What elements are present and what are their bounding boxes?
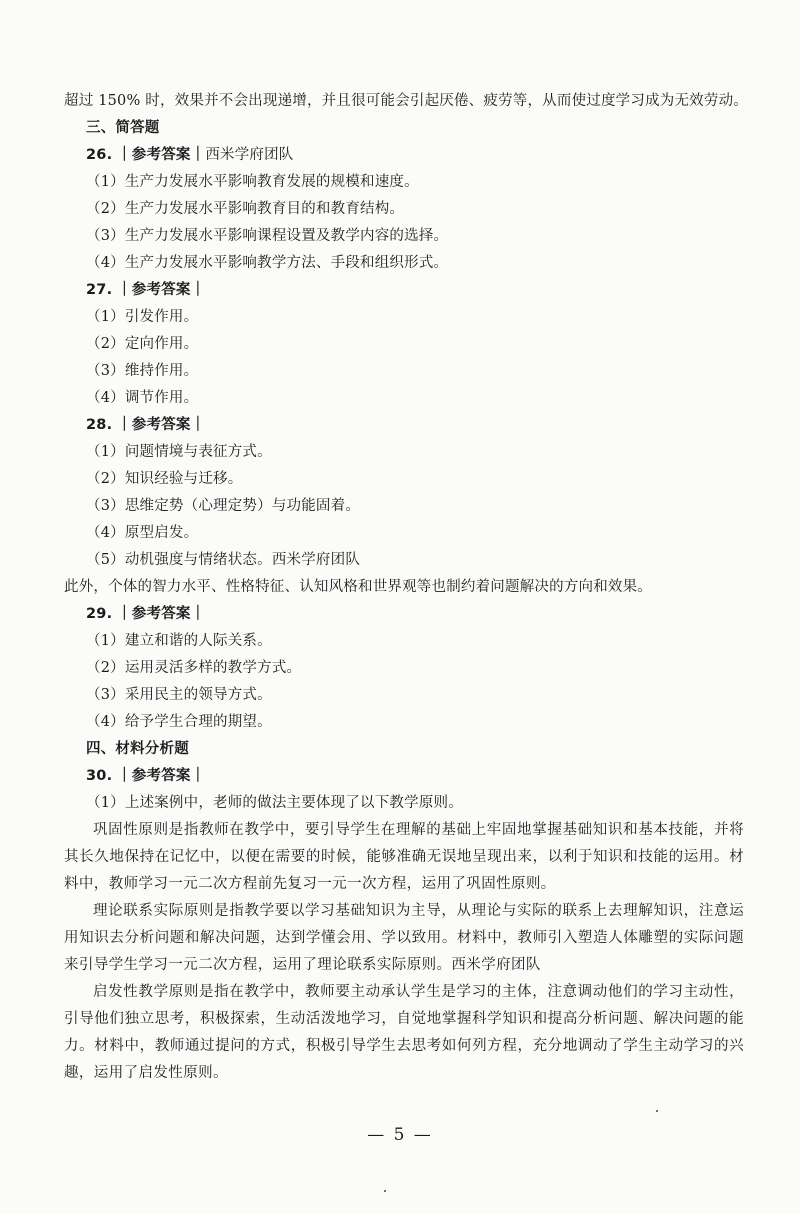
question-27-header	[64, 277, 744, 304]
answer-label: ｜参考答案｜	[117, 768, 206, 784]
list-item: （1）上述案例中，老师的做法主要体现了以下教学原则。	[86, 795, 463, 811]
section-title-material-analysis: 四、材料分析题	[86, 741, 189, 757]
section-title-short-answer: 三、简答题	[86, 120, 160, 136]
question-number: 26.	[86, 147, 113, 163]
list-item	[64, 547, 744, 574]
answer-label: ｜参考答案｜	[117, 282, 206, 298]
page-content	[64, 88, 748, 1087]
answer-label: ｜参考答案｜	[117, 606, 206, 622]
list-item: （4）给予学生合理的期望。	[86, 714, 272, 730]
list-item-text: （5）动机强度与情绪状态。	[86, 552, 272, 568]
list-item: （1）引发作用。	[86, 309, 199, 325]
scan-speck	[384, 1190, 386, 1192]
question-30-header	[64, 763, 744, 790]
question-number: 27.	[86, 282, 113, 298]
list-item: （4）原型启发。	[86, 525, 199, 541]
scan-speck	[656, 1110, 658, 1112]
question-29-header	[64, 601, 744, 628]
question-number: 30.	[86, 768, 113, 784]
list-item: （2）定向作用。	[86, 336, 199, 352]
list-item: （2）知识经验与迁移。	[86, 471, 243, 487]
paragraph-theory-practice	[64, 898, 744, 979]
paragraph-consolidation: 巩固性原则是指教师在教学中，要引导学生在理解的基础上牢固地掌握基础知识和基本技能，并将其长久地保持在记忆中，以便在需要的时候，能够准确无误地呈现出来，以利于知识和技能的运用。材料中，教师学习一元二次方程前先复习一元一次方程，运用了巩固性原则。	[64, 822, 744, 892]
list-item: （3）采用民主的领导方式。	[86, 687, 272, 703]
list-item: （1）问题情境与表征方式。	[86, 444, 272, 460]
answer-label: ｜参考答案｜	[117, 417, 206, 433]
question-number: 28.	[86, 417, 113, 433]
paragraph-heuristic: 启发性教学原则是指在教学中，教师要主动承认学生是学习的主体，注意调动他们的学习主动性，引导他们独立思考，积极探索，生动活泼地学习，自觉地掌握科学知识和提高分析问题、解决问题的能力。材料中，教师通过提问的方式，积极引导学生去思考如何列方程，充分地调动了学生主动学习的兴趣，运用了启发性原则。	[64, 984, 744, 1081]
page-number: — 5 —	[367, 1125, 433, 1145]
list-item: （1）建立和谐的人际关系。	[86, 633, 272, 649]
list-item: （2）生产力发展水平影响教育目的和教育结构。	[86, 201, 405, 217]
paragraph-text: 理论联系实际原则是指教学要以学习基础知识为主导，从理论与实际的联系上去理解知识，注意运用知识去分析问题和解决问题，达到学懂会用、学以致用。材料中，教师引入塑造人体雕塑的实际问题来引导学生学习一元二次方程，运用了理论联系实际原则。	[64, 903, 744, 973]
q28-extra-note: 此外，个体的智力水平、性格特征、认知风格和世界观等也制约着问题解决的方向和效果。	[64, 579, 652, 595]
question-26-header	[64, 142, 744, 169]
answer-label: ｜参考答案｜	[117, 147, 206, 163]
intro-line: 超过 150% 时，效果并不会出现递增，并且很可能会引起厌倦、疲劳等，从而使过度学习成为无效劳动。	[64, 93, 748, 109]
question-28-header	[64, 412, 744, 439]
list-item: （3）思维定势（心理定势）与功能固着。	[86, 498, 361, 514]
list-item: （1）生产力发展水平影响教育发展的规模和速度。	[86, 174, 419, 190]
question-number: 29.	[86, 606, 113, 622]
watermark-text: 西米学府团队	[205, 147, 294, 163]
list-item: （2）运用灵活多样的教学方式。	[86, 660, 302, 676]
list-item: （3）维持作用。	[86, 363, 199, 379]
watermark-text: 西米学府团队	[271, 552, 361, 568]
watermark-text: 西米学府团队	[451, 957, 541, 973]
list-item: （4）生产力发展水平影响教学方法、手段和组织形式。	[86, 255, 449, 271]
list-item: （3）生产力发展水平影响课程设置及教学内容的选择。	[86, 228, 449, 244]
list-item: （4）调节作用。	[86, 390, 199, 406]
